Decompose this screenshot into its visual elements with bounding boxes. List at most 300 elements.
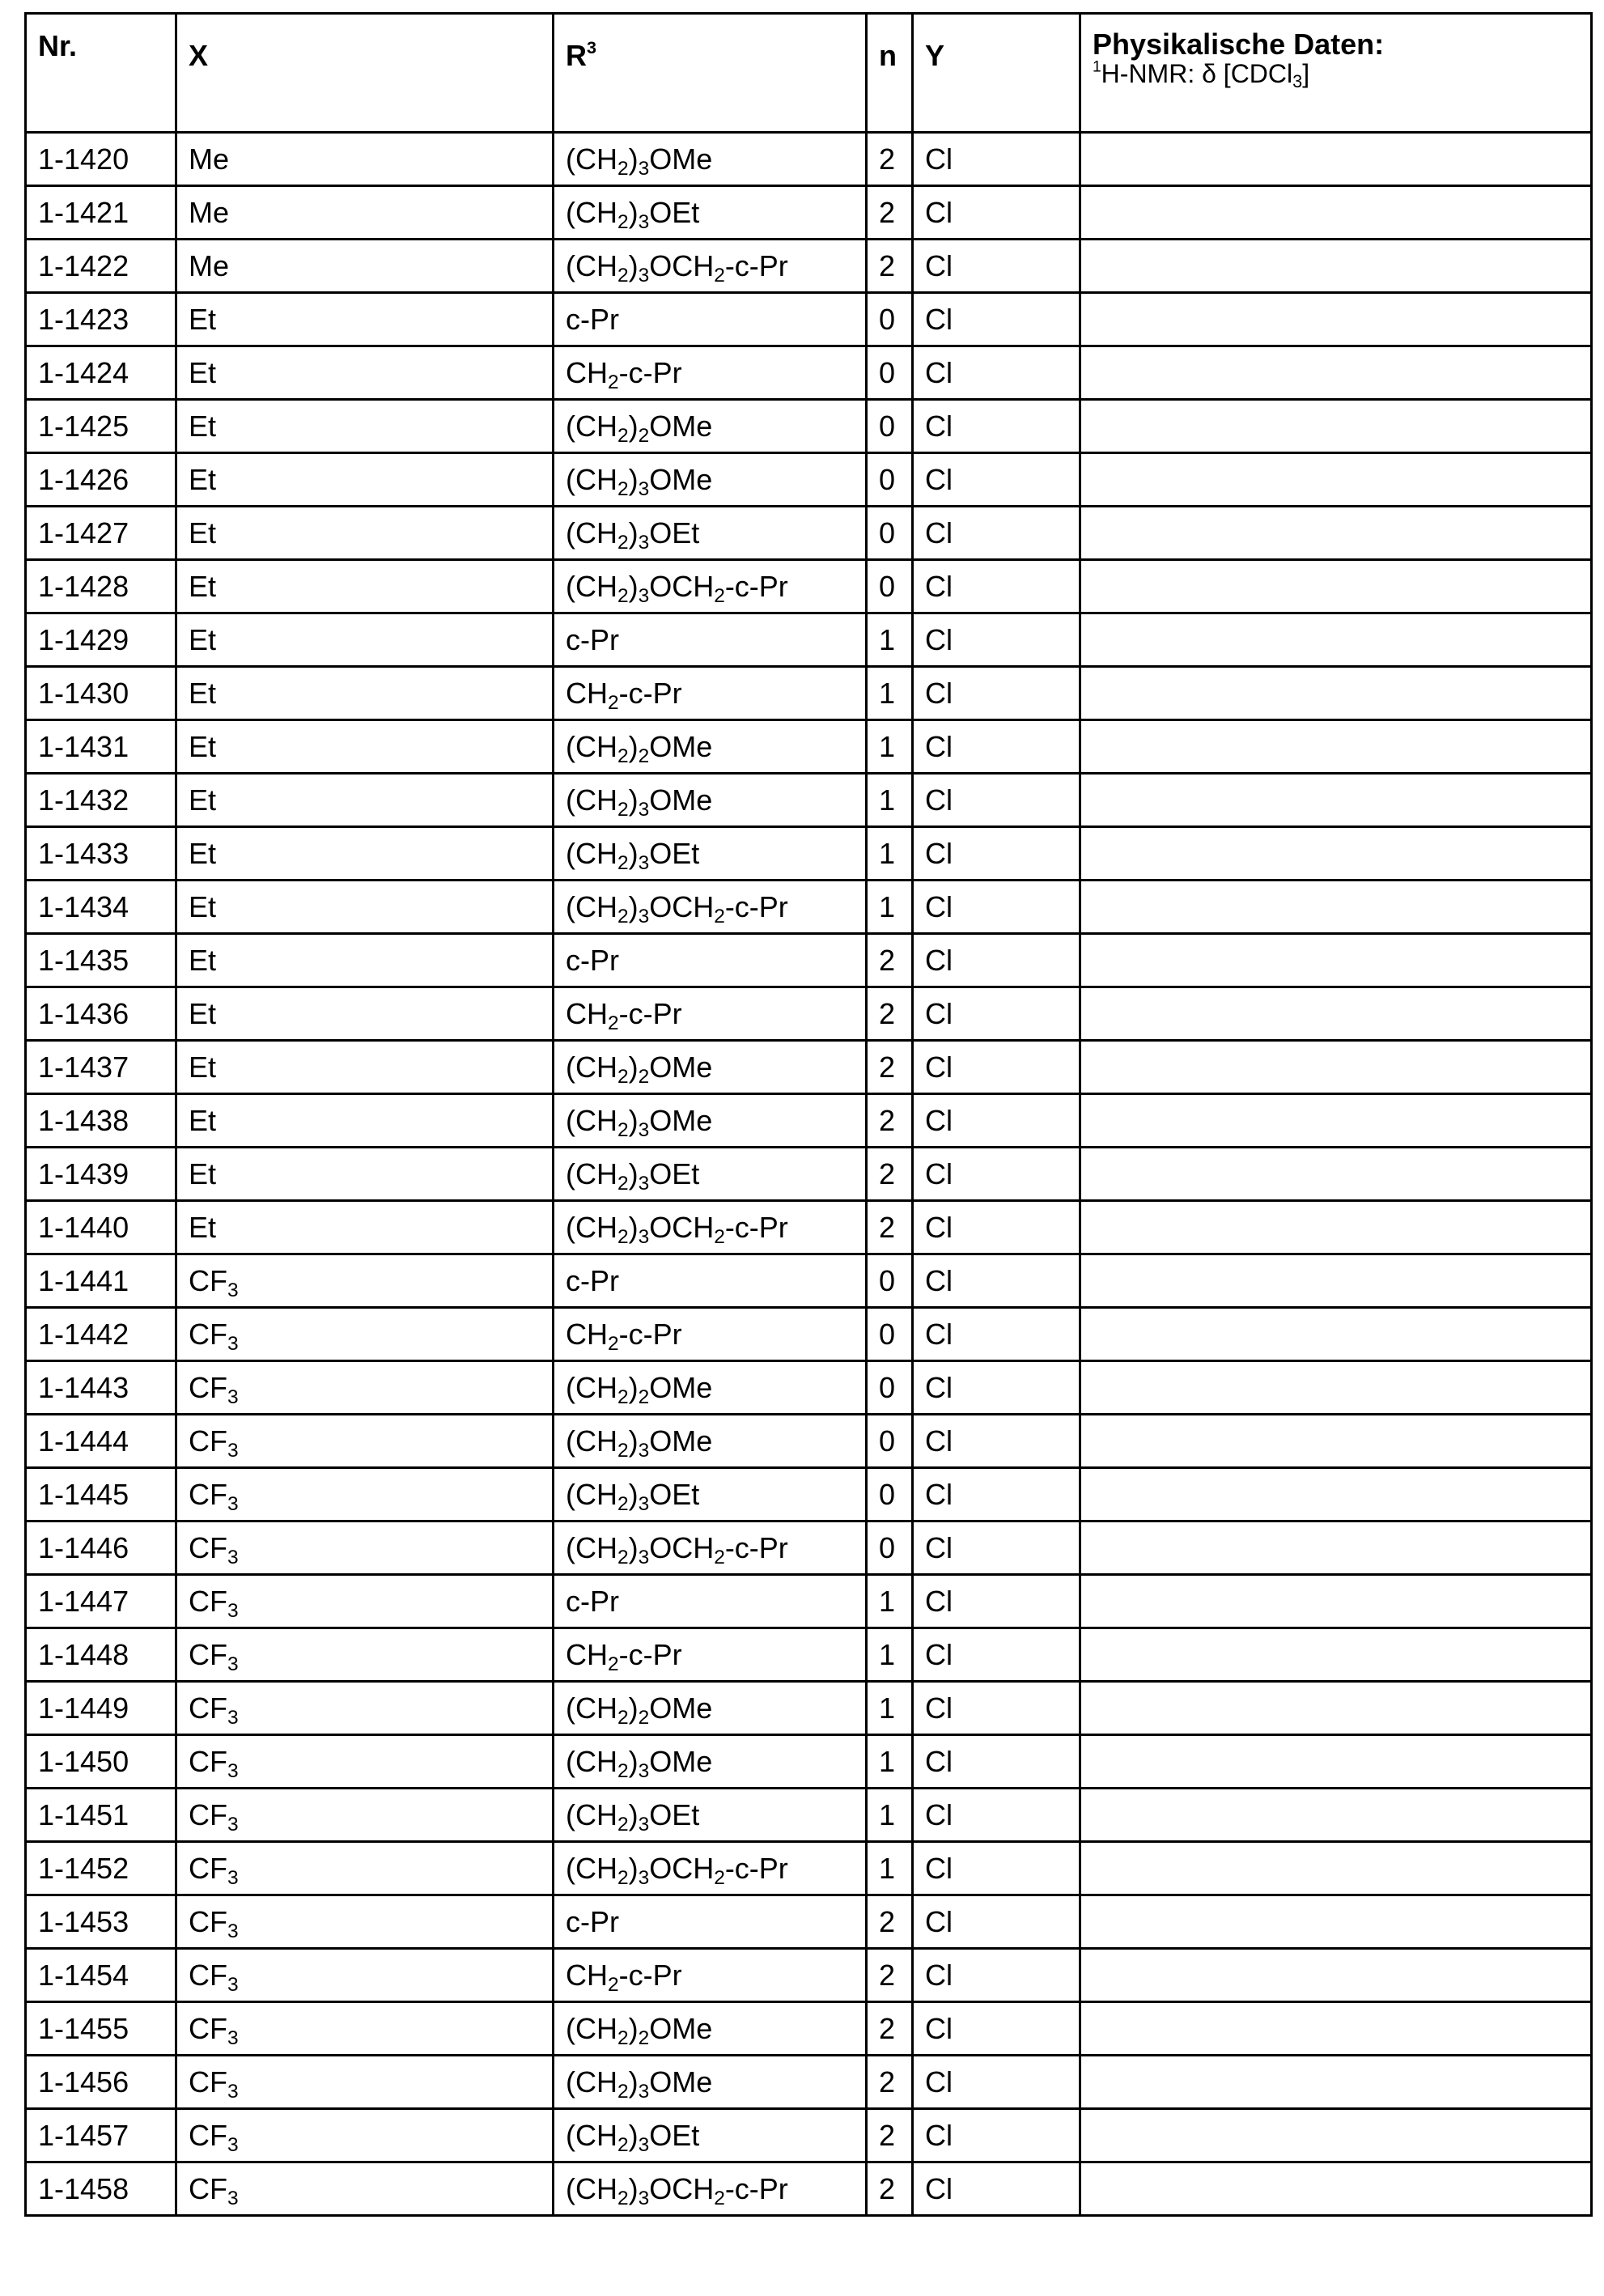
cell-n: 2 — [867, 1094, 913, 1148]
cell-x — [176, 1949, 554, 2002]
cell-x — [176, 346, 554, 400]
table-header — [26, 14, 1592, 133]
cell-nr: 1-1425 — [26, 400, 176, 453]
table-row — [26, 613, 1592, 667]
compound-table — [24, 12, 1593, 2217]
chemical-formula: $(CH_2)_3OCH_2-c-Pr$ — [566, 569, 788, 607]
cell-x — [176, 2109, 554, 2162]
table-row — [26, 667, 1592, 720]
cell-r3 — [554, 240, 867, 293]
cell-y: Cl — [913, 1148, 1080, 1201]
cell-r3 — [554, 1254, 867, 1308]
cell-n: 1 — [867, 881, 913, 934]
table-row — [26, 453, 1592, 507]
cell-nr: 1-1457 — [26, 2109, 176, 2162]
cell-nr: 1-1455 — [26, 2002, 176, 2056]
chemical-formula: Me — [189, 248, 230, 282]
chemical-formula: $CF_3$ — [189, 1263, 239, 1301]
table-row — [26, 1735, 1592, 1789]
cell-y: Cl — [913, 1735, 1080, 1789]
cell-n: 1 — [867, 827, 913, 881]
cell-nr: 1-1438 — [26, 1094, 176, 1148]
cell-y: Cl — [913, 1682, 1080, 1735]
cell-n: 2 — [867, 2002, 913, 2056]
chemical-formula: $(CH_2)_3OMe$ — [566, 142, 713, 180]
cell-physical-data — [1080, 1094, 1592, 1148]
cell-r3 — [554, 453, 867, 507]
table-row — [26, 2056, 1592, 2109]
chemical-formula: c-Pr — [566, 302, 619, 336]
chemical-formula: $CH_2-c-Pr$ — [566, 1958, 682, 1996]
cell-y: Cl — [913, 1361, 1080, 1415]
chemical-formula: $CH_2-c-Pr$ — [566, 355, 682, 393]
cell-n: 2 — [867, 1201, 913, 1254]
chemical-formula: $CF_3$ — [189, 1370, 239, 1408]
cell-y: Cl — [913, 2109, 1080, 2162]
cell-n: 2 — [867, 133, 913, 186]
chemical-formula: $CH_2-c-Pr$ — [566, 676, 682, 714]
cell-x — [176, 2162, 554, 2216]
cell-physical-data — [1080, 2002, 1592, 2056]
cell-r3 — [554, 2162, 867, 2216]
header-r3-superscript: 3 — [587, 36, 597, 57]
chemical-formula: $(CH_2)_3OMe$ — [566, 783, 713, 821]
chemical-formula: $CF_3$ — [189, 1851, 239, 1889]
chemical-formula: $(CH_2)_2OMe$ — [566, 1370, 713, 1408]
cell-nr: 1-1424 — [26, 346, 176, 400]
chemical-formula: Et — [189, 516, 217, 550]
chemical-formula: $(CH_2)_3OCH_2-c-Pr$ — [566, 248, 788, 286]
header-r3 — [554, 14, 867, 133]
cell-n: 1 — [867, 1575, 913, 1628]
table-row — [26, 1682, 1592, 1735]
table-row — [26, 1415, 1592, 1468]
chemical-formula: $CF_3$ — [189, 1904, 239, 1942]
cell-n: 0 — [867, 1361, 913, 1415]
cell-r3 — [554, 1521, 867, 1575]
cell-y: Cl — [913, 1628, 1080, 1682]
cell-nr: 1-1421 — [26, 186, 176, 240]
cell-n: 2 — [867, 934, 913, 987]
table-row — [26, 1094, 1592, 1148]
cell-physical-data — [1080, 186, 1592, 240]
cell-physical-data — [1080, 881, 1592, 934]
cell-n: 0 — [867, 346, 913, 400]
cell-physical-data — [1080, 1308, 1592, 1361]
chemical-formula: $CF_3$ — [189, 1637, 239, 1675]
chemical-formula: Et — [189, 889, 217, 923]
table-row — [26, 1361, 1592, 1415]
cell-r3 — [554, 613, 867, 667]
cell-physical-data — [1080, 1521, 1592, 1575]
cell-r3 — [554, 186, 867, 240]
cell-y: Cl — [913, 1895, 1080, 1949]
chemical-formula: $(CH_2)_3OEt$ — [566, 1156, 700, 1195]
cell-n: 0 — [867, 1468, 913, 1521]
cell-y: Cl — [913, 507, 1080, 560]
header-physical-data — [1080, 14, 1592, 133]
nmr-subscript: 3 — [1292, 71, 1303, 92]
cell-physical-data — [1080, 2109, 1592, 2162]
cell-x — [176, 1308, 554, 1361]
chemical-formula: $CF_3$ — [189, 1958, 239, 1996]
cell-x — [176, 560, 554, 613]
cell-physical-data — [1080, 987, 1592, 1041]
cell-y: Cl — [913, 346, 1080, 400]
chemical-formula: Et — [189, 943, 217, 977]
table-row — [26, 1521, 1592, 1575]
cell-x — [176, 133, 554, 186]
chemical-formula: $CF_3$ — [189, 2171, 239, 2209]
cell-nr: 1-1453 — [26, 1895, 176, 1949]
table-row — [26, 400, 1592, 453]
header-y: Y — [913, 14, 1080, 133]
cell-x — [176, 613, 554, 667]
cell-x — [176, 1201, 554, 1254]
cell-physical-data — [1080, 1895, 1592, 1949]
cell-r3 — [554, 1789, 867, 1842]
cell-r3 — [554, 346, 867, 400]
cell-nr: 1-1446 — [26, 1521, 176, 1575]
chemical-formula: Me — [189, 195, 230, 229]
header-row — [26, 14, 1592, 133]
cell-nr: 1-1437 — [26, 1041, 176, 1094]
cell-y: Cl — [913, 1521, 1080, 1575]
cell-r3 — [554, 881, 867, 934]
cell-physical-data — [1080, 1789, 1592, 1842]
cell-physical-data — [1080, 1949, 1592, 2002]
cell-x — [176, 1735, 554, 1789]
cell-physical-data — [1080, 1201, 1592, 1254]
cell-y: Cl — [913, 934, 1080, 987]
cell-y: Cl — [913, 2002, 1080, 2056]
cell-n: 2 — [867, 1148, 913, 1201]
cell-y: Cl — [913, 881, 1080, 934]
cell-n: 0 — [867, 507, 913, 560]
cell-r3 — [554, 987, 867, 1041]
cell-nr: 1-1444 — [26, 1415, 176, 1468]
table-row — [26, 1468, 1592, 1521]
cell-physical-data — [1080, 1735, 1592, 1789]
cell-y: Cl — [913, 1842, 1080, 1895]
cell-x — [176, 667, 554, 720]
table-row — [26, 240, 1592, 293]
cell-n: 1 — [867, 1682, 913, 1735]
cell-n: 0 — [867, 1254, 913, 1308]
cell-physical-data — [1080, 1415, 1592, 1468]
cell-physical-data — [1080, 774, 1592, 827]
chemical-formula: $CF_3$ — [189, 1797, 239, 1836]
cell-nr: 1-1454 — [26, 1949, 176, 2002]
cell-r3 — [554, 1041, 867, 1094]
cell-r3 — [554, 1094, 867, 1148]
chemical-formula: $(CH_2)_2OMe$ — [566, 1050, 713, 1088]
cell-nr: 1-1436 — [26, 987, 176, 1041]
table-row — [26, 1842, 1592, 1895]
chemical-formula: $CF_3$ — [189, 1424, 239, 1462]
cell-x — [176, 400, 554, 453]
chemical-formula: $(CH_2)_3OEt$ — [566, 1797, 700, 1836]
cell-nr: 1-1440 — [26, 1201, 176, 1254]
cell-n: 1 — [867, 1735, 913, 1789]
cell-n: 1 — [867, 720, 913, 774]
cell-x — [176, 1415, 554, 1468]
cell-nr: 1-1428 — [26, 560, 176, 613]
cell-physical-data — [1080, 667, 1592, 720]
table-row — [26, 346, 1592, 400]
cell-x — [176, 507, 554, 560]
cell-nr: 1-1443 — [26, 1361, 176, 1415]
physical-data-title: Physikalische Daten: — [1093, 28, 1385, 61]
cell-x — [176, 1361, 554, 1415]
table-row — [26, 934, 1592, 987]
cell-y: Cl — [913, 827, 1080, 881]
table-row — [26, 293, 1592, 346]
header-n: n — [867, 14, 913, 133]
table-row — [26, 2109, 1592, 2162]
cell-nr: 1-1451 — [26, 1789, 176, 1842]
table-row — [26, 1041, 1592, 1094]
cell-x — [176, 720, 554, 774]
cell-x — [176, 1895, 554, 1949]
cell-r3 — [554, 1201, 867, 1254]
cell-r3 — [554, 1628, 867, 1682]
cell-nr: 1-1429 — [26, 613, 176, 667]
cell-x — [176, 240, 554, 293]
chemical-formula: Et — [189, 302, 217, 336]
cell-physical-data — [1080, 720, 1592, 774]
cell-r3 — [554, 507, 867, 560]
cell-x — [176, 1789, 554, 1842]
cell-r3 — [554, 2002, 867, 2056]
cell-r3 — [554, 2056, 867, 2109]
cell-nr: 1-1458 — [26, 2162, 176, 2216]
nmr-bracket: ] — [1302, 59, 1310, 88]
cell-y: Cl — [913, 1468, 1080, 1521]
cell-n: 1 — [867, 613, 913, 667]
table-row — [26, 186, 1592, 240]
table-row — [26, 1949, 1592, 2002]
cell-r3 — [554, 1308, 867, 1361]
header-nr: Nr. — [26, 14, 176, 133]
table-row — [26, 560, 1592, 613]
cell-y: Cl — [913, 186, 1080, 240]
table-row — [26, 1575, 1592, 1628]
chemical-formula: c-Pr — [566, 622, 619, 656]
cell-y: Cl — [913, 1308, 1080, 1361]
chemical-formula: $CF_3$ — [189, 1744, 239, 1782]
cell-physical-data — [1080, 1148, 1592, 1201]
cell-n: 1 — [867, 667, 913, 720]
cell-r3 — [554, 1682, 867, 1735]
chemical-formula: $CH_2-c-Pr$ — [566, 1317, 682, 1355]
cell-n: 1 — [867, 774, 913, 827]
cell-r3 — [554, 1842, 867, 1895]
cell-physical-data — [1080, 1041, 1592, 1094]
cell-r3 — [554, 1949, 867, 2002]
cell-r3 — [554, 1575, 867, 1628]
cell-x — [176, 774, 554, 827]
cell-physical-data — [1080, 934, 1592, 987]
chemical-formula: Et — [189, 409, 217, 443]
cell-n: 0 — [867, 293, 913, 346]
cell-r3 — [554, 1895, 867, 1949]
cell-physical-data — [1080, 400, 1592, 453]
nmr-text: H-NMR: δ [CDCl — [1101, 59, 1293, 88]
chemical-formula: $(CH_2)_2OMe$ — [566, 729, 713, 767]
cell-y: Cl — [913, 2162, 1080, 2216]
chemical-formula: $(CH_2)_3OCH_2-c-Pr$ — [566, 2171, 788, 2209]
cell-n: 0 — [867, 1308, 913, 1361]
cell-n: 2 — [867, 2162, 913, 2216]
cell-nr: 1-1452 — [26, 1842, 176, 1895]
cell-nr: 1-1423 — [26, 293, 176, 346]
cell-y: Cl — [913, 1254, 1080, 1308]
chemical-formula: $(CH_2)_3OMe$ — [566, 462, 713, 500]
cell-n: 0 — [867, 1415, 913, 1468]
chemical-formula: Et — [189, 1156, 217, 1190]
cell-nr: 1-1448 — [26, 1628, 176, 1682]
chemical-formula: $(CH_2)_3OEt$ — [566, 195, 700, 233]
cell-nr: 1-1420 — [26, 133, 176, 186]
chemical-formula: $(CH_2)_3OCH_2-c-Pr$ — [566, 889, 788, 927]
cell-r3 — [554, 1468, 867, 1521]
chemical-formula: Et — [189, 462, 217, 496]
cell-y: Cl — [913, 560, 1080, 613]
cell-x — [176, 1094, 554, 1148]
table-row — [26, 1201, 1592, 1254]
cell-n: 2 — [867, 1041, 913, 1094]
chemical-formula: $CF_3$ — [189, 1584, 239, 1622]
table-row — [26, 1148, 1592, 1201]
cell-physical-data — [1080, 293, 1592, 346]
cell-r3 — [554, 293, 867, 346]
cell-x — [176, 1682, 554, 1735]
chemical-formula: $(CH_2)_3OEt$ — [566, 1477, 700, 1515]
cell-x — [176, 2002, 554, 2056]
cell-physical-data — [1080, 2056, 1592, 2109]
cell-n: 2 — [867, 1949, 913, 2002]
chemical-formula: $(CH_2)_3OEt$ — [566, 2118, 700, 2156]
cell-physical-data — [1080, 1468, 1592, 1521]
cell-y: Cl — [913, 1041, 1080, 1094]
chemical-formula: $CF_3$ — [189, 2065, 239, 2103]
cell-y: Cl — [913, 453, 1080, 507]
cell-nr: 1-1435 — [26, 934, 176, 987]
chemical-formula: $CF_3$ — [189, 1530, 239, 1568]
cell-y: Cl — [913, 1201, 1080, 1254]
chemical-formula: Et — [189, 1210, 217, 1244]
cell-nr: 1-1447 — [26, 1575, 176, 1628]
chemical-formula: Et — [189, 996, 217, 1030]
chemical-formula: $(CH_2)_2OMe$ — [566, 2011, 713, 2049]
cell-y: Cl — [913, 240, 1080, 293]
cell-y: Cl — [913, 133, 1080, 186]
cell-r3 — [554, 1735, 867, 1789]
cell-x — [176, 186, 554, 240]
cell-r3 — [554, 1415, 867, 1468]
cell-n: 0 — [867, 400, 913, 453]
cell-n: 1 — [867, 1842, 913, 1895]
cell-x — [176, 1521, 554, 1575]
cell-y: Cl — [913, 720, 1080, 774]
table-row — [26, 1308, 1592, 1361]
cell-nr: 1-1445 — [26, 1468, 176, 1521]
chemical-formula: $CF_3$ — [189, 1691, 239, 1729]
cell-nr: 1-1450 — [26, 1735, 176, 1789]
cell-x — [176, 1575, 554, 1628]
chemical-formula: $(CH_2)_3OCH_2-c-Pr$ — [566, 1210, 788, 1248]
cell-x — [176, 881, 554, 934]
table-body — [26, 133, 1592, 2216]
chemical-formula: c-Pr — [566, 1904, 619, 1938]
cell-n: 2 — [867, 2109, 913, 2162]
table-row — [26, 987, 1592, 1041]
chemical-formula: c-Pr — [566, 1263, 619, 1297]
cell-r3 — [554, 1148, 867, 1201]
chemical-formula: $CH_2-c-Pr$ — [566, 996, 682, 1034]
cell-y: Cl — [913, 667, 1080, 720]
cell-r3 — [554, 934, 867, 987]
cell-physical-data — [1080, 1628, 1592, 1682]
chemical-formula: c-Pr — [566, 943, 619, 977]
cell-x — [176, 1148, 554, 1201]
cell-physical-data — [1080, 453, 1592, 507]
cell-physical-data — [1080, 827, 1592, 881]
cell-nr: 1-1431 — [26, 720, 176, 774]
table-row — [26, 1895, 1592, 1949]
cell-r3 — [554, 560, 867, 613]
cell-physical-data — [1080, 240, 1592, 293]
cell-n: 0 — [867, 453, 913, 507]
cell-physical-data — [1080, 133, 1592, 186]
cell-r3 — [554, 2109, 867, 2162]
cell-r3 — [554, 827, 867, 881]
cell-y: Cl — [913, 987, 1080, 1041]
chemical-formula: $(CH_2)_3OMe$ — [566, 1424, 713, 1462]
cell-physical-data — [1080, 1361, 1592, 1415]
cell-nr: 1-1432 — [26, 774, 176, 827]
chemical-formula: c-Pr — [566, 1584, 619, 1618]
cell-r3 — [554, 720, 867, 774]
cell-y: Cl — [913, 1949, 1080, 2002]
chemical-formula: Et — [189, 1103, 217, 1137]
chemical-formula: $(CH_2)_3OCH_2-c-Pr$ — [566, 1851, 788, 1889]
cell-nr: 1-1456 — [26, 2056, 176, 2109]
cell-y: Cl — [913, 293, 1080, 346]
table-row — [26, 881, 1592, 934]
table-row — [26, 1254, 1592, 1308]
table-row — [26, 774, 1592, 827]
cell-physical-data — [1080, 560, 1592, 613]
cell-nr: 1-1434 — [26, 881, 176, 934]
cell-n: 2 — [867, 240, 913, 293]
cell-y: Cl — [913, 1575, 1080, 1628]
cell-physical-data — [1080, 1575, 1592, 1628]
cell-nr: 1-1439 — [26, 1148, 176, 1201]
cell-nr: 1-1449 — [26, 1682, 176, 1735]
cell-physical-data — [1080, 1254, 1592, 1308]
chemical-formula: $CH_2-c-Pr$ — [566, 1637, 682, 1675]
cell-x — [176, 453, 554, 507]
cell-n: 2 — [867, 186, 913, 240]
table-row — [26, 2162, 1592, 2216]
table-row — [26, 2002, 1592, 2056]
cell-physical-data — [1080, 1842, 1592, 1895]
cell-x — [176, 1041, 554, 1094]
cell-n: 1 — [867, 1789, 913, 1842]
nmr-solvent-label — [1093, 58, 1590, 92]
